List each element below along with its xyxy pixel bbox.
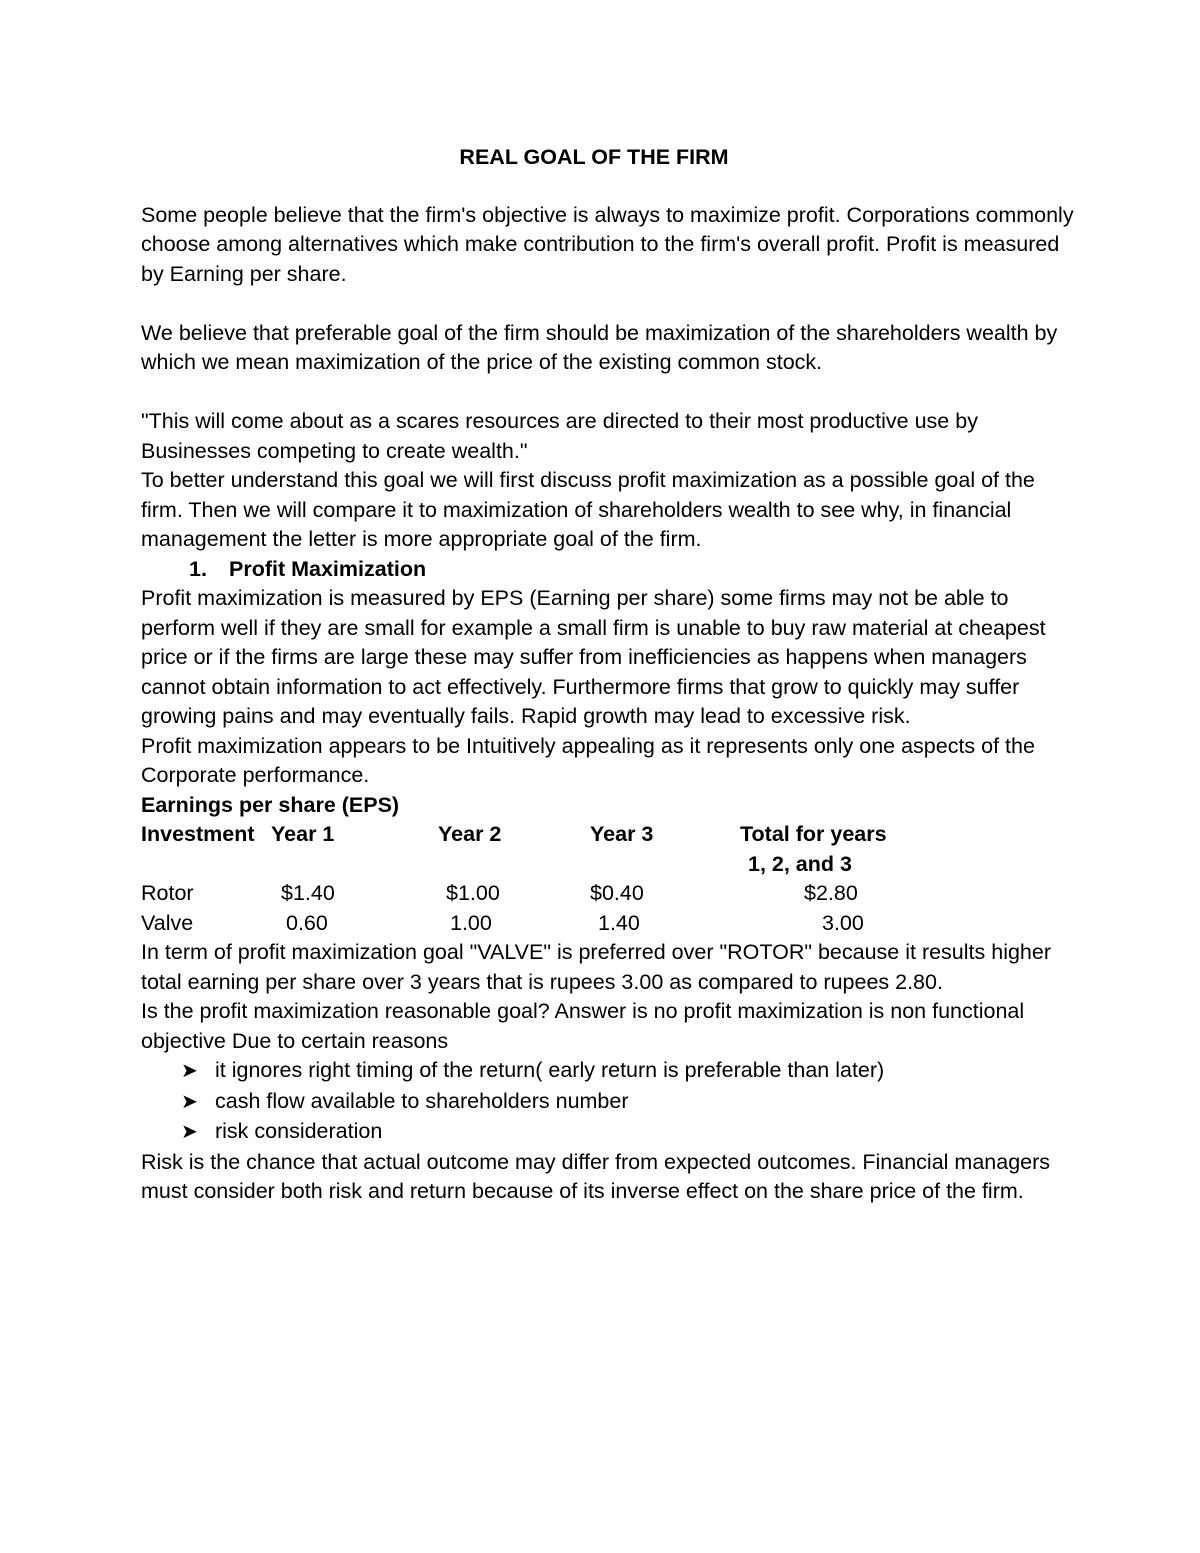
- list-item-text: risk consideration: [215, 1119, 383, 1143]
- list-item-text: cash flow available to shareholders number: [215, 1088, 629, 1113]
- paragraph-intro: Some people believe that the firm's objective is always to maximize profit. Corporations commonly choose among alternatives which make contribution to the firm's overall profit. Profit is measured by Earning per share.: [141, 202, 1074, 286]
- reasons-list: [141, 1056, 1081, 1148]
- paragraph-risk: Risk is the chance that actual outcome may differ from expected outcomes. Financial managers must consider both risk and return because of its inverse effect on the share price of the firm.: [141, 1149, 1051, 1203]
- arrowhead-bullet-icon: ➤: [181, 1060, 198, 1082]
- eps-table-header-row: [141, 820, 1042, 850]
- section-heading-profit-maximization: [141, 555, 1081, 585]
- paragraph-profit-maximization: Profit maximization is measured by EPS (Earning per share) some firms may not be able to perform well if they are small for example a small firm is unable to buy raw material at cheapest price or if the firms are large these may suffer from inefficiencies as happens when managers cannot obtain information to act effectively. Furthermore firms that grow to quickly may suffer growing pains and may eventually fails. Rapid growth may lead to excessive risk.: [141, 586, 1046, 728]
- table-cell: $0.40: [590, 881, 644, 905]
- eps-table: [141, 820, 1042, 938]
- eps-header-total: Total for years: [740, 822, 887, 846]
- table-cell: $1.00: [446, 881, 500, 905]
- paragraph-valve-preferred: In term of profit maximization goal "VALVE" is preferred over "ROTOR" because it results higher total earning per share over 3 years that is rupees 3.00 as compared to rupees 2.80.: [141, 940, 1052, 994]
- table-cell: Valve: [141, 910, 194, 935]
- list-item: [181, 1117, 1081, 1148]
- eps-header-investment: Investment: [141, 822, 255, 846]
- eps-header-year-1: Year 1: [271, 822, 335, 846]
- table-cell: $1.40: [281, 881, 335, 905]
- table-cell: 0.60: [286, 910, 328, 935]
- eps-header-total-line2: 1, 2, and 3: [748, 851, 852, 876]
- section-heading-text: Profit Maximization: [229, 556, 427, 581]
- table-cell: Rotor: [141, 881, 194, 905]
- paragraph-quote: "This will come about as a scares resources are directed to their most productive use by Businesses competing to create wealth.": [141, 409, 978, 463]
- eps-table-header-row-2: [141, 850, 1042, 880]
- paragraph-reasonable-goal: Is the profit maximization reasonable goal? Answer is no profit maximization is non functional objective Due to certain reasons: [141, 999, 1025, 1053]
- eps-header-year-3: Year 3: [590, 822, 654, 846]
- paragraph-spacer: [141, 378, 1081, 408]
- paragraph-preferable-goal: We believe that preferable goal of the firm should be maximization of the shareholders wealth by which we mean maximization of the price of the existing common stock.: [141, 320, 1058, 374]
- paragraph-intuitively-appealing: Profit maximization appears to be Intuitively appealing as it represents only one aspects of the Corporate performance.: [141, 733, 1035, 787]
- table-cell: 1.00: [450, 910, 492, 935]
- table-row: [141, 909, 1042, 939]
- paragraph-spacer: [141, 289, 1081, 319]
- list-item: [181, 1056, 1081, 1087]
- eps-table-caption: Earnings per share (EPS): [141, 792, 400, 817]
- list-item: [181, 1087, 1081, 1118]
- paragraph-understand-goal: To better understand this goal we will first discuss profit maximization as a possible goal of the firm. Then we will compare it to maximization of shareholders wealth to see why, in financial management the letter is more appropriate goal of the firm.: [141, 468, 1035, 551]
- table-cell: $2.80: [804, 881, 858, 905]
- section-number: 1.: [189, 556, 207, 581]
- list-item-text: it ignores right timing of the return( early return is preferable than later): [215, 1058, 885, 1082]
- eps-header-year-2: Year 2: [438, 822, 502, 846]
- page-title: REAL GOAL OF THE FIRM: [459, 145, 729, 169]
- arrowhead-bullet-icon: ➤: [181, 1121, 198, 1143]
- table-cell: 3.00: [822, 910, 864, 935]
- table-cell: 1.40: [598, 910, 640, 935]
- table-row: [141, 879, 1042, 909]
- document-body: [141, 143, 1081, 1207]
- arrowhead-bullet-icon: ➤: [181, 1090, 198, 1113]
